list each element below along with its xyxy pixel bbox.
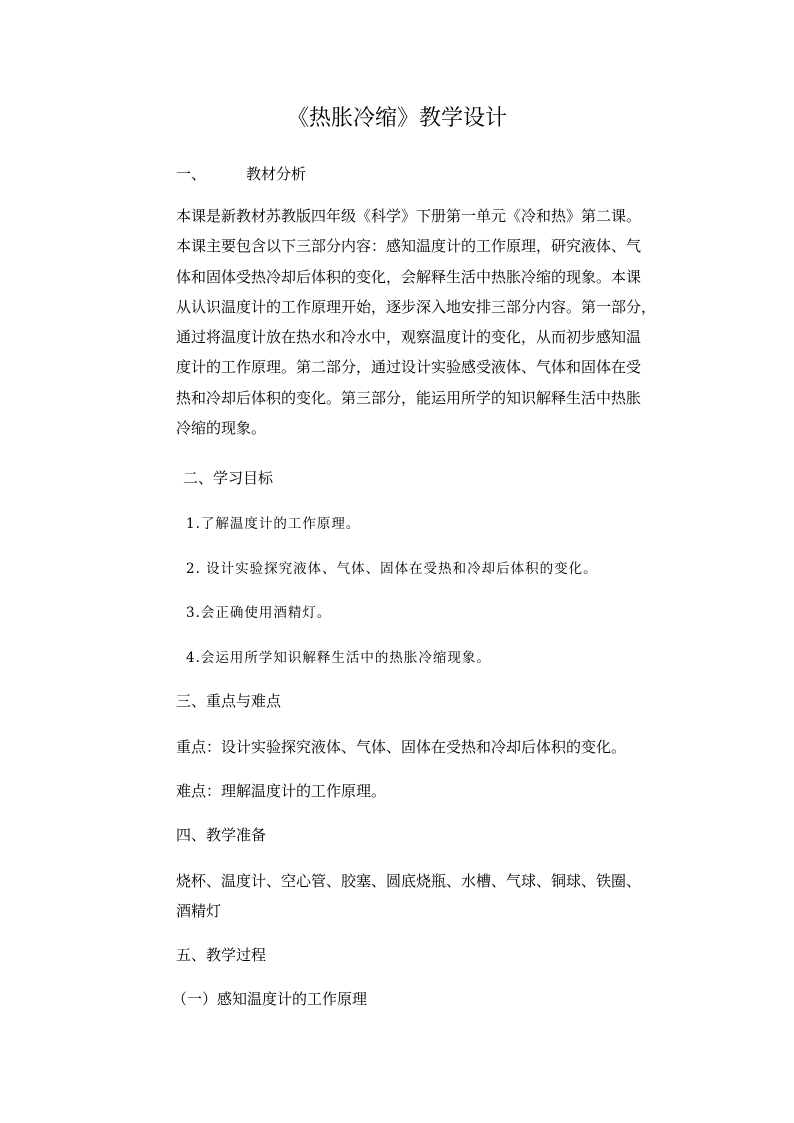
difficulty-text: 难点：理解温度计的工作原理。 (176, 782, 387, 800)
paragraph-line: 热和冷却后体积的变化。第三部分，能运用所学的知识解释生活中热胀 (176, 388, 642, 407)
section-heading-materials (176, 163, 306, 185)
process-subheading: （一）感知温度计的工作原理 (172, 990, 368, 1008)
paragraph-line: 本课主要包含以下三部分内容：感知温度计的工作原理，研究液体、气 (176, 237, 642, 256)
goal-item: 4.会运用所学知识解释生活中的热胀冷缩现象。 (186, 650, 491, 666)
preparation-line: 烧杯、温度计、空心管、胶塞、圆底烧瓶、水槽、气球、铜球、铁圈、 (176, 872, 642, 890)
paragraph-line: 通过将温度计放在热水和冷水中，观察温度计的变化，从而初步感知温 (176, 328, 642, 347)
paragraph-line: 冷缩的现象。 (176, 419, 267, 438)
goal-item: 3.会正确使用酒精灯。 (186, 605, 332, 621)
section-heading-key-points: 三、重点与难点 (176, 692, 282, 710)
goal-item: 1.了解温度计的工作原理。 (186, 516, 361, 532)
key-point-text: 重点：设计实验探究液体、气体、固体在受热和冷却后体积的变化。 (176, 738, 627, 756)
paragraph-line: 从认识温度计的工作原理开始，逐步深入地安排三部分内容。第一部分， (176, 297, 657, 316)
preparation-line: 酒精灯 (176, 902, 222, 920)
section-title: 教材分析 (246, 165, 307, 183)
section-heading-process: 五、教学过程 (176, 946, 267, 964)
paragraph-line: 度计的工作原理。第二部分，通过设计实验感受液体、气体和固体在受 (176, 358, 642, 377)
section-heading-preparation: 四、教学准备 (176, 826, 267, 844)
section-number: 一、 (176, 165, 207, 183)
document-title: 《热胀冷缩》教学设计 (286, 106, 507, 131)
section-heading-goals: 二、学习目标 (183, 469, 274, 487)
paragraph-line: 体和固体受热冷却后体积的变化，会解释生活中热胀冷缩的现象。本课 (176, 267, 642, 286)
goal-item: 2. 设计实验探究液体、气体、固体在受热和冷却后体积的变化。 (186, 561, 598, 577)
paragraph-line: 本课是新教材苏教版四年级《科学》下册第一单元《冷和热》第二课。 (176, 207, 642, 225)
materials-paragraph (176, 201, 657, 443)
